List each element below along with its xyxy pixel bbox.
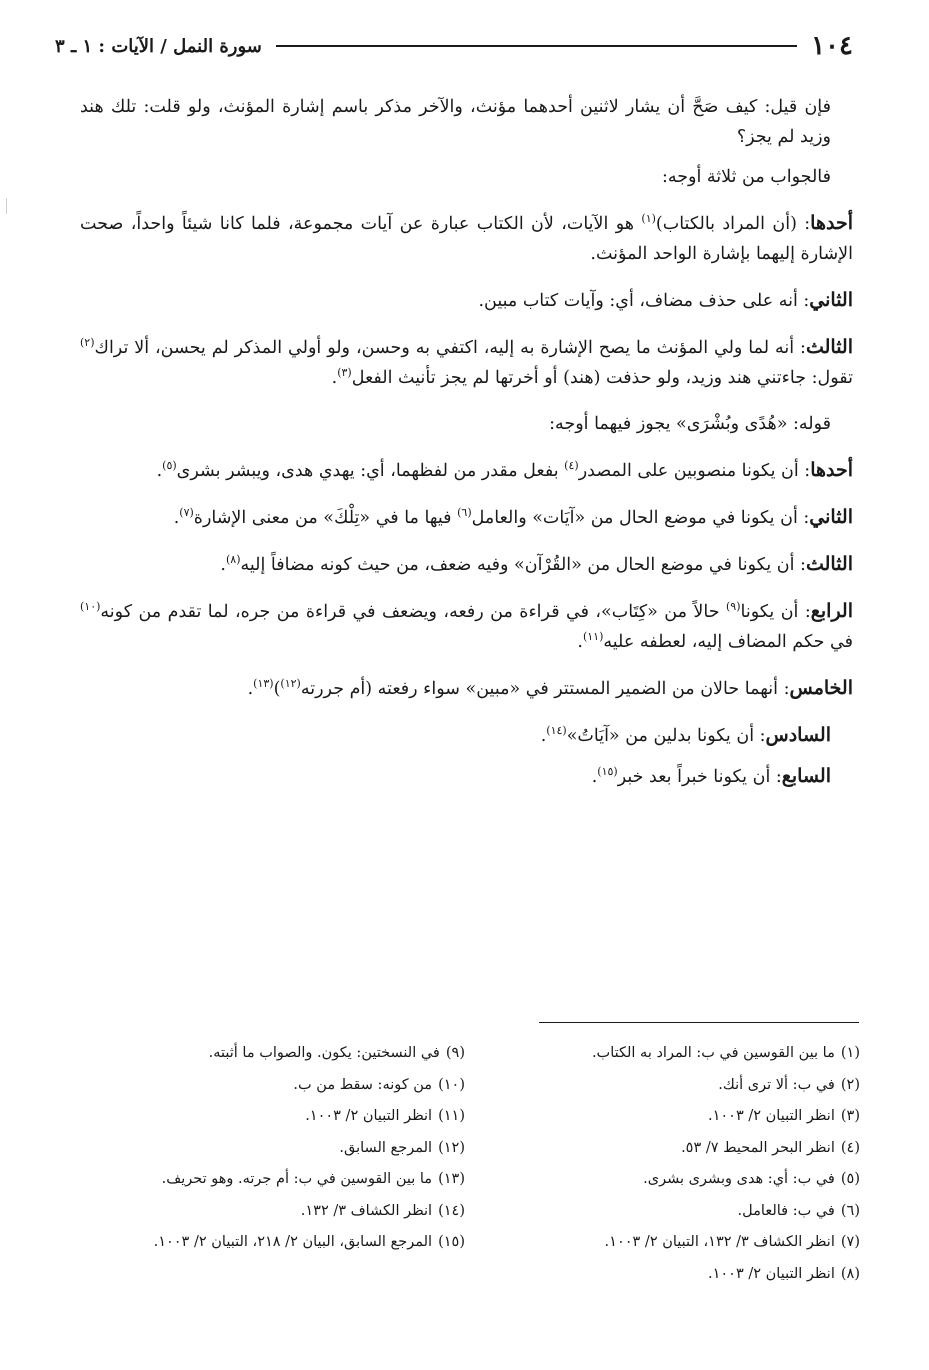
page-header [55,26,853,66]
point-label: الثاني [809,289,853,311]
footnote: (١٤) انظر الكشاف ٣/ ١٣٢. [300,1202,465,1219]
aspect-2: الثاني: أن يكونا في موضع الحال من «آيَات» والعامل$^{(٦)}$ فيها ما في «تِلْكَ» من معنى الإشارة$^{(٧)}$. [173,506,853,528]
aspect-7: السابع: أن يكونا خبراً بعد خبر$^{(١٥)}$. [591,765,831,787]
footnote-mark: (٣) [337,366,352,380]
answer-point-2: الثاني: أنه على حذف مضاف، أي: وآيات كتاب مبين. [478,289,853,311]
point-label: الثالث [805,336,853,358]
footnote-mark: (٥) [162,459,177,473]
footnote: (٩) في النسختين: يكون. والصواب ما أثبته. [208,1045,465,1061]
footnote-mark: (٢) [80,336,95,350]
footnote: (١١) انظر التبيان ٢/ ١٠٠٣. [305,1108,465,1124]
footnote-mark: (١) [641,212,656,226]
second-question-intro: قوله: «هُدًى وبُشْرَى» يجوز فيهما أوجه: [549,414,831,434]
answer-point-3: الثالث: أنه لما ولي المؤنث ما يصح الإشارة به إليه، اكتفي به وحسن، ولو أولي المذكر لم يحسن، ألا تراك$^{(٢)}$ تقول: جاءتني هند وزيد، ولو حذفت (هند) أو أخرتها لم يجز تأنيث الفعل$^{(٣)}$. [80,336,853,388]
footnote-mark: (٤) [564,459,579,473]
footnote-mark: (١٥) [597,765,618,779]
footnote: (١٠) من كونه: سقط من ب. [293,1076,465,1093]
point-label: أحدها [810,212,853,234]
aspect-3: الثالث: أن يكونا في موضع الحال من «القُرْآن» وفيه ضعف، من حيث كونه مضافاً إليه$^{(٨)}$. [220,553,853,575]
answer-point-1: أحدها: (أن المراد بالكتاب)$^{(١)}$ هو الآيات، لأن الكتاب عبارة عن آيات مجموعة، فلما كانا شيئاً واحداً، صحت الإشارة إليهما بإشارة الواحد المؤنث. [80,212,853,264]
footnote-mark: (١١) [582,630,604,644]
footnote: (٧) انظر الكشاف ٣/ ١٣٢، التبيان ٢/ ١٠٠٣. [604,1234,860,1250]
footnote: (١) ما بين القوسين في ب: المراد به الكتاب. [591,1045,860,1061]
point-label: السابع [781,765,831,787]
point-label: السادس [765,724,831,746]
aspect-1: أحدها: أن يكونا منصوبين على المصدر$^{(٤)}$ بفعل مقدر من لفظهما، أي: يهدي هدى، ويبشر بشرى$^{(٥)}$. [156,459,853,481]
footnotes-left-column [95,1038,465,1290]
footnote-mark: (١٢) [280,677,301,691]
footnote-mark: (٩) [725,600,741,614]
footnote-mark: (٧) [179,506,194,520]
question-paragraph: فإن قيل: كيف صَحَّ أن يشار لاثنين أحدهما مؤنث، والآخر مذكر باسم إشارة المؤنث، ولو قلت: تلك هند وزيد لم يجز؟ [80,97,831,147]
point-label: الثاني [809,506,853,528]
footnote: (٨) انظر التبيان ٢/ ١٠٠٣. [707,1265,860,1282]
footnote: (١٢) المرجع السابق. [339,1139,465,1156]
footnote: (٥) في ب: أي: هدى وبشرى بشرى. [643,1171,860,1187]
footnote: (١٥) المرجع السابق، البيان ٢/ ٢١٨، التبيان ٢/ ١٠٠٣. [153,1234,465,1250]
main-text [80,92,853,808]
footnote: (٦) في ب: فالعامل. [737,1202,860,1219]
answer-intro: فالجواب من ثلاثة أوجه: [661,167,831,187]
footnote-mark: (١٣) [253,677,274,691]
point-label: الخامس [789,677,853,699]
footnote-mark: (١٠) [80,600,101,614]
footnotes [95,1038,860,1290]
footnote: (٢) في ب: ألا ترى أنك. [718,1076,860,1093]
footnote-mark: (٨) [225,553,241,567]
footnote: (٣) انظر التبيان ٢/ ١٠٠٣. [707,1108,860,1124]
aspect-6: السادس: أن يكونا بدلين من «آيَاتُ»$^{(١٤)}$. [540,724,831,746]
footnote-separator [539,1022,859,1023]
aspect-4: الرابع: أن يكونا$^{(٩)}$ حالاً من «كِتَاب»، في قراءة من رفعه، ويضعف في قراءة من جره، لما تقدم من كونه$^{(١٠)}$ في حكم المضاف إليه، لعطفه عليه$^{(١١)}$. [80,600,853,652]
running-title: سورة النمل / الآيات : ١ ـ ٣ [55,35,262,57]
footnotes-right-column [490,1038,860,1290]
point-label: الرابع [810,600,853,622]
scan-edge-mark [6,198,7,214]
header-rule [276,45,797,47]
aspect-5: الخامس: أنهما حالان من الضمير المستتر في «مبين» سواء رفعته (أم جررته$^{(١٢)}$)$^{(١٣)}$. [247,677,853,699]
point-label: أحدها [810,459,853,481]
page-number: ١٠٤ [811,31,853,61]
footnote: (٤) انظر البحر المحيط ٧/ ٥٣. [681,1139,860,1156]
point-label: الثالث [805,553,853,575]
footnote-mark: (١٤) [546,724,567,738]
footnote-mark: (٦) [457,506,472,520]
footnote: (١٣) ما بين القوسين في ب: أم جرته. وهو تحريف. [161,1171,465,1187]
